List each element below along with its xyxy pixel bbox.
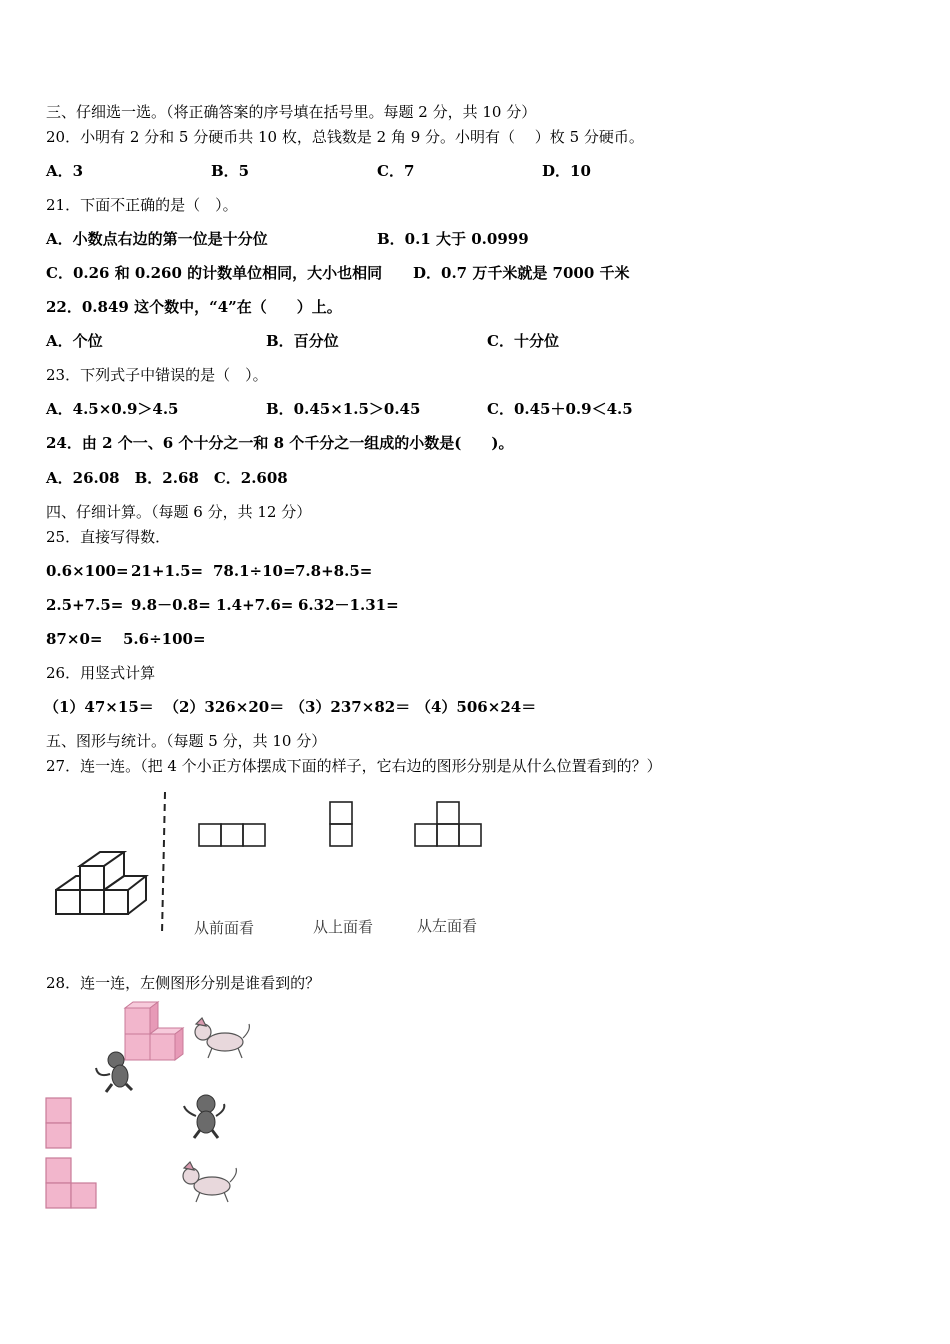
q20-option-d: D．10 xyxy=(542,162,591,180)
section-5-title: 五、图形与统计。（每题 5 分，共 10 分） xyxy=(46,732,327,750)
q25-stem: 25．直接写得数． xyxy=(46,528,171,546)
q21-option-a: A．小数点右边的第一位是十分位 xyxy=(46,230,268,248)
view-pink-column xyxy=(46,1098,71,1148)
q21-stem: 21．下面不正确的是（ ）。 xyxy=(46,196,238,214)
q24-stem: 24．由 2 个一、6 个十分之一和 8 个千分之一组成的小数是( )。 xyxy=(46,434,514,452)
q22-option-c: C．十分位 xyxy=(487,332,559,350)
q20-option-b: B．5 xyxy=(211,162,250,180)
view-t-shape xyxy=(415,802,481,846)
q25-item: 0.6×100= xyxy=(46,562,129,580)
q23-option-b: B．0.45×1.5＞0.45 xyxy=(266,400,421,418)
dashed-divider xyxy=(162,792,165,934)
cube-stack-3d xyxy=(56,852,146,914)
section-3-title: 三、仔细选一选。（将正确答案的序号填在括号里。每题 2 分，共 10 分） xyxy=(46,103,537,121)
q25-item: 9.8－0.8= xyxy=(131,596,211,614)
q25-item: 2.5+7.5= xyxy=(46,596,124,614)
view-row-of-three xyxy=(199,824,265,846)
q28-stem: 28．连一连，左侧图形分别是谁看到的？ xyxy=(46,974,321,992)
q21-option-d: D．0.7 万千米就是 7000 千米 xyxy=(413,264,630,282)
q23-option-a: A．4.5×0.9＞4.5 xyxy=(46,400,179,418)
q26-item-2: （2）326×20＝ xyxy=(164,698,285,716)
q25-item: 6.32－1.31= xyxy=(298,596,399,614)
q21-option-b: B．0.1 大于 0.0999 xyxy=(377,230,529,248)
q26-item-4: （4）506×24＝ xyxy=(416,698,537,716)
q24-options: A．26.08 B．2.68 C．2.608 xyxy=(46,469,288,487)
q26-item-1: （1）47×15＝ xyxy=(44,698,154,716)
q22-option-b: B．百分位 xyxy=(266,332,339,350)
dog-icon xyxy=(183,1162,236,1202)
q21-option-c: C．0.26 和 0.260 的计数单位相同，大小也相同 xyxy=(46,264,383,282)
q25-item: 78.1÷10= xyxy=(213,562,296,580)
q25-item: 7.8+8.5= xyxy=(295,562,373,580)
caption-top-view: 从上面看 xyxy=(313,918,374,936)
q23-option-c: C．0.45＋0.9＜4.5 xyxy=(487,400,633,418)
view-column-of-two xyxy=(330,802,352,846)
caption-front-view: 从前面看 xyxy=(194,919,255,937)
q27-stem: 27．连一连。（把 4 个小正方体摆成下面的样子，它右边的图形分别是从什么位置看到的？） xyxy=(46,757,662,775)
caption-left-view: 从左面看 xyxy=(417,917,478,935)
monkey-icon xyxy=(184,1095,224,1138)
view-pink-l-shape xyxy=(46,1158,96,1208)
q25-item: 87×0= xyxy=(46,630,103,648)
dog-icon xyxy=(195,1018,249,1058)
q26-stem: 26．用竖式计算 xyxy=(46,664,156,682)
q20-stem: 20．小明有 2 分和 5 分硬币共 10 枚，总钱数是 2 角 9 分。小明有（ ）枚 5 分硬币。 xyxy=(46,128,644,146)
pink-cube-stack xyxy=(125,1002,183,1060)
q22-option-a: A．个位 xyxy=(46,332,103,350)
q20-option-c: C．7 xyxy=(377,162,415,180)
section-4-title: 四、仔细计算。（每题 6 分，共 12 分） xyxy=(46,503,312,521)
q26-item-3: （3）237×82＝ xyxy=(290,698,411,716)
q22-stem: 22．0.849 这个数中，“4”在（ ）上。 xyxy=(46,298,342,316)
q28-figure xyxy=(40,1000,260,1212)
q25-item: 21+1.5= xyxy=(131,562,204,580)
q23-stem: 23．下列式子中错误的是（ ）。 xyxy=(46,366,268,384)
q25-item: 5.6÷100= xyxy=(123,630,206,648)
q20-option-a: A．3 xyxy=(46,162,84,180)
q25-item: 1.4+7.6= xyxy=(216,596,294,614)
